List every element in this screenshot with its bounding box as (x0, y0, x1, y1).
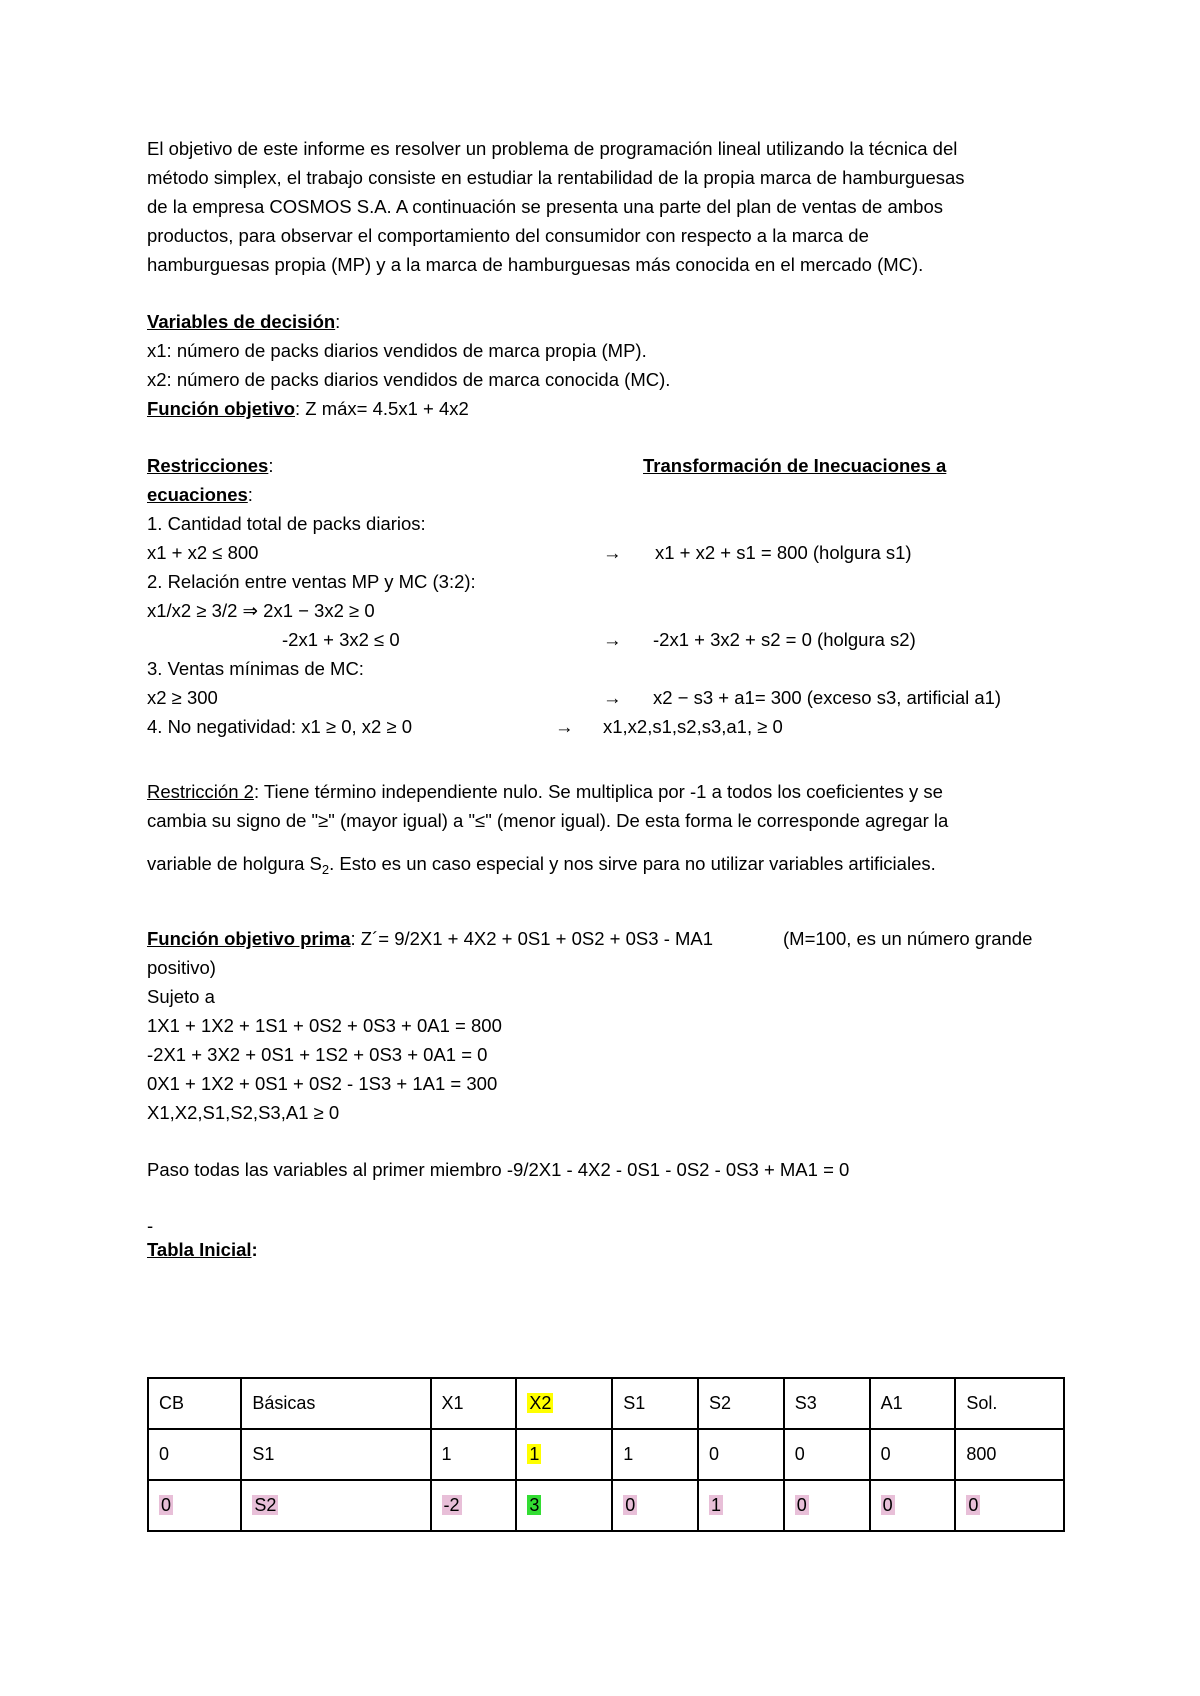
prime-equation-2: -2X1 + 3X2 + 0S1 + 1S2 + 0S3 + 0A1 = 0 (147, 1044, 488, 1065)
prime-nonnegativity: X1,X2,S1,S2,S3,A1 ≥ 0 (147, 1102, 340, 1123)
table-cell: 1 (516, 1429, 612, 1480)
table-cell: 0 (870, 1480, 956, 1531)
table-colon: : (251, 1239, 258, 1260)
variables-heading: Variables de decisión (147, 311, 336, 332)
table-cell: 0 (148, 1480, 241, 1531)
variables-colon: : (335, 311, 341, 332)
restriction-1-equation: x1 + x2 + s1 = 800 (holgura s1) (655, 542, 912, 563)
restrictions-heading: Restricciones (147, 455, 269, 476)
table-cell: 0 (870, 1429, 956, 1480)
restriction-2-inequality-2: -2x1 + 3x2 ≤ 0 (282, 629, 400, 650)
prime-equation-3: 0X1 + 1X2 + 0S1 + 0S2 - 1S3 + 1A1 = 300 (147, 1073, 498, 1094)
note-line-1 (147, 780, 943, 804)
table-cell: S2 (241, 1480, 430, 1531)
restrictions-heading-line (147, 454, 273, 478)
table-cell: 0 (698, 1429, 784, 1480)
arrow-icon: → (603, 687, 622, 708)
note-subscript: 2 (321, 862, 330, 877)
restriction-2-equation: -2x1 + 3x2 + s2 = 0 (holgura s2) (653, 629, 916, 650)
prime-m-note-cont: positivo) (147, 957, 216, 978)
table-cell (516, 1480, 612, 1531)
table-cell: S1 (241, 1429, 430, 1480)
step-line: Paso todas las variables al primer miembro -9/2X1 - 4X2 - 0S1 - 0S2 - 0S3 + MA1 = 0 (147, 1159, 850, 1180)
restriction-1-title: 1. Cantidad total de packs diarios: (147, 513, 426, 534)
simplex-table (147, 1377, 1065, 1532)
table-header-cell: A1 (870, 1378, 956, 1429)
table-header-cell: X1 (431, 1378, 517, 1429)
table-cell: 0 (784, 1429, 870, 1480)
variables-heading-line (147, 310, 340, 334)
restriction-2-inequality: x1/x2 ≥ 3/2 ⇒ 2x1 − 3x2 ≥ 0 (147, 600, 375, 621)
table-cell: 1 (612, 1429, 698, 1480)
restriction-4-equation: x1,x2,s1,s2,s3,a1, ≥ 0 (603, 716, 783, 737)
variable-x2: x2: número de packs diarios vendidos de marca conocida (MC). (147, 369, 671, 390)
table-heading: Tabla Inicial (147, 1239, 252, 1260)
transform-heading-text: Transformación de Inecuaciones a (643, 455, 947, 476)
restriction-3-equation: x2 − s3 + a1= 300 (exceso s3, artificial a1) (653, 687, 1002, 708)
arrow-icon: → (555, 716, 574, 737)
intro-line-2: método simplex, el trabajo consiste en estudiar la rentabilidad de la propia marca de hamburguesas (147, 167, 965, 188)
transform-heading (643, 454, 946, 478)
note-line-3 (147, 852, 936, 882)
prime-formula: : Z´= 9/2X1 + 4X2 + 0S1 + 0S2 + 0S3 - MA1 (350, 928, 714, 949)
table-header-row (148, 1378, 1064, 1429)
restriction-2-title: 2. Relación entre ventas MP y MC (3:2): (147, 571, 476, 592)
note-text-3a: variable de holgura S (147, 853, 322, 874)
objective-formula: : Z máx= 4.5x1 + 4x2 (295, 398, 469, 419)
restriction-4-inequality: 4. No negatividad: x1 ≥ 0, x2 ≥ 0 (147, 716, 413, 737)
table-cell: -2 (431, 1480, 517, 1531)
objective-line (147, 397, 469, 421)
intro-line-5: hamburguesas propia (MP) y a la marca de hamburguesas más conocida en el mercado (MC). (147, 254, 924, 275)
subject-to: Sujeto a (147, 986, 215, 1007)
table-row (148, 1429, 1064, 1480)
dash-mark: - (147, 1215, 154, 1236)
table-heading-line (147, 1238, 258, 1262)
pivot-element: 3 (529, 1495, 540, 1515)
transform-heading-cont: ecuaciones (147, 484, 248, 505)
table-header-cell: S3 (784, 1378, 870, 1429)
table-row-pivot (148, 1480, 1064, 1531)
intro-line-1: El objetivo de este informe es resolver un problema de programación lineal utilizando la técnica del (147, 138, 958, 159)
table-cell: 0 (612, 1480, 698, 1531)
table-cell: 1 (431, 1429, 517, 1480)
note-text-1: : Tiene término independiente nulo. Se multiplica por -1 a todos los coeficientes y se (253, 781, 943, 802)
note-text-3b: . Esto es un caso especial y nos sirve para no utilizar variables artificiales. (329, 853, 936, 874)
arrow-icon: → (603, 542, 622, 563)
table-cell: 1 (698, 1480, 784, 1531)
prime-line (147, 927, 713, 951)
restriction-3-inequality: x2 ≥ 300 (147, 687, 218, 708)
intro-line-4: productos, para observar el comportamiento del consumidor con respecto a la marca de (147, 225, 869, 246)
prime-equation-1: 1X1 + 1X2 + 1S1 + 0S2 + 0S3 + 0A1 = 800 (147, 1015, 502, 1036)
transform-heading-cont-line (147, 483, 253, 507)
restriction-3-title: 3. Ventas mínimas de MC: (147, 658, 364, 679)
arrow-icon: → (603, 629, 622, 650)
restriction-1-inequality: x1 + x2 ≤ 800 (147, 542, 259, 563)
table-header-cell: Básicas (241, 1378, 430, 1429)
table-header-cell: S2 (698, 1378, 784, 1429)
prime-m-note: (M=100, es un número grande (783, 928, 1033, 949)
table-cell: 0 (148, 1429, 241, 1480)
table-cell: 0 (784, 1480, 870, 1531)
restrictions-colon: : (268, 455, 274, 476)
note-heading: Restricción 2 (147, 781, 254, 802)
variable-x1: x1: número de packs diarios vendidos de marca propia (MP). (147, 340, 647, 361)
note-line-2: cambia su signo de "≥" (mayor igual) a "≤" (menor igual). De esta forma le corresponde agregar la (147, 810, 949, 831)
pivot-column-label: X2 (529, 1393, 552, 1413)
objective-heading: Función objetivo (147, 398, 295, 419)
transform-colon: : (247, 484, 253, 505)
table-header-cell: Sol. (955, 1378, 1064, 1429)
prime-heading: Función objetivo prima (147, 928, 351, 949)
intro-line-3: de la empresa COSMOS S.A. A continuación se presenta una parte del plan de ventas de ambos (147, 196, 943, 217)
table-header-cell: CB (148, 1378, 241, 1429)
table-header-cell (516, 1378, 612, 1429)
table-cell: 0 (955, 1480, 1064, 1531)
table-cell: 800 (955, 1429, 1064, 1480)
table-header-cell: S1 (612, 1378, 698, 1429)
